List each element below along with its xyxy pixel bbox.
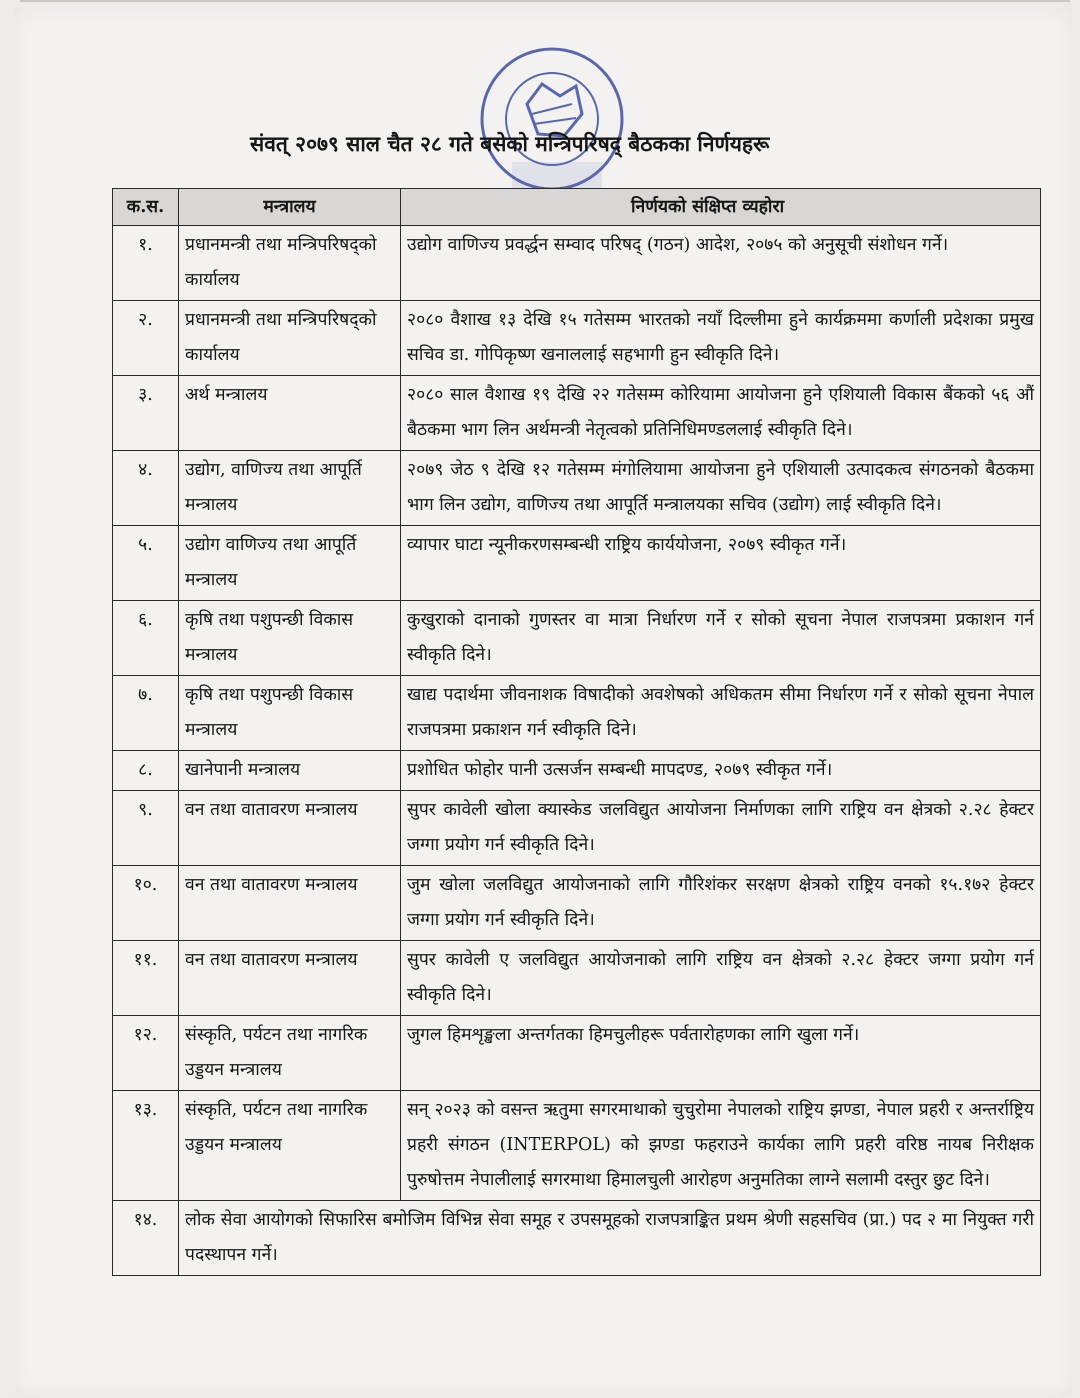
table-row [113, 301, 1041, 376]
row-serial: ७. [113, 676, 179, 751]
table-header-row [113, 189, 1041, 226]
row-serial: १४. [113, 1201, 179, 1276]
row-ministry: वन तथा वातावरण मन्त्रालय [179, 941, 401, 1016]
row-serial: ६. [113, 601, 179, 676]
table-row [113, 526, 1041, 601]
row-decision: जुम खोला जलविद्युत आयोजनाको लागि गौरिशंकर सरक्षण क्षेत्रको राष्ट्रिय वनको १५.१७२ हेक्टर जग्गा प्रयोग गर्न स्वीकृति दिने। [401, 866, 1041, 941]
page-edge-line [20, 0, 1070, 2]
table-row [113, 751, 1041, 791]
table-row [113, 791, 1041, 866]
row-ministry: संस्कृति, पर्यटन तथा नागरिक उड्डयन मन्त्रालय [179, 1091, 401, 1201]
row-ministry: उद्योग, वाणिज्य तथा आपूर्ति मन्त्रालय [179, 451, 401, 526]
row-decision: सुपर कावेली ए जलविद्युत आयोजनाको लागि राष्ट्रिय वन क्षेत्रको २.२८ हेक्टर जग्गा प्रयोग गर्न स्वीकृति दिने। [401, 941, 1041, 1016]
table-row [113, 226, 1041, 301]
row-ministry: वन तथा वातावरण मन्त्रालय [179, 866, 401, 941]
row-ministry: अर्थ मन्त्रालय [179, 376, 401, 451]
header-serial-number: क.स. [113, 189, 179, 226]
row-serial: १. [113, 226, 179, 301]
table-row [113, 941, 1041, 1016]
row-serial: २. [113, 301, 179, 376]
row-decision: व्यापार घाटा न्यूनीकरणसम्बन्धी राष्ट्रिय कार्ययोजना, २०७९ स्वीकृत गर्ने। [401, 526, 1041, 601]
row-decision: २०८० साल वैशाख १९ देखि २२ गतेसम्म कोरियामा आयोजना हुने एशियाली विकास बैंकको ५६ औं बैठकमा भाग लिन अर्थमन्त्री नेतृत्वको प्रतिनिधिमण्डललाई स्वीकृति दिने। [401, 376, 1041, 451]
row-serial: १२. [113, 1016, 179, 1091]
table-row [113, 866, 1041, 941]
row-ministry: प्रधानमन्त्री तथा मन्त्रिपरिषद्को कार्यालय [179, 226, 401, 301]
row-decision: सुपर कावेली खोला क्यास्केड जलविद्युत आयोजना निर्माणका लागि राष्ट्रिय वन क्षेत्रको २.२८ हेक्टर जग्गा प्रयोग गर्न स्वीकृति दिने। [401, 791, 1041, 866]
table-row [113, 1016, 1041, 1091]
row-serial: ८. [113, 751, 179, 791]
table-row [113, 451, 1041, 526]
row-decision: प्रशोधित फोहोर पानी उत्सर्जन सम्बन्धी मापदण्ड, २०७९ स्वीकृत गर्ने। [401, 751, 1041, 791]
page-title: संवत् २०७९ साल चैत २८ गते बसेको मन्त्रिपरिषद् बैठकका निर्णयहरू [250, 131, 770, 156]
row-serial: १०. [113, 866, 179, 941]
header-ministry: मन्त्रालय [179, 189, 401, 226]
row-serial: ९. [113, 791, 179, 866]
row-decision: सन् २०२३ को वसन्त ऋतुमा सगरमाथाको चुचुरोमा नेपालको राष्ट्रिय झण्डा, नेपाल प्रहरी र अन्तर्राष्ट्रिय प्रहरी संगठन (INTERPOL) को झण्डा फहराउने कार्यका लागि प्रहरी वरिष्ठ नायब निरीक्षक पुरुषोत्तम नेपालीलाई सगरमाथा हिमालचुली आरोहण अनुमतिका लाग्ने सलामी दस्तुर छुट दिने। [401, 1091, 1041, 1201]
row-ministry: खानेपानी मन्त्रालय [179, 751, 401, 791]
row-decision: कुखुराको दानाको गुणस्तर वा मात्रा निर्धारण गर्ने र सोको सूचना नेपाल राजपत्रमा प्रकाशन गर्न स्वीकृति दिने। [401, 601, 1041, 676]
row-ministry: कृषि तथा पशुपन्छी विकास मन्त्रालय [179, 601, 401, 676]
row-decision-full-width: लोक सेवा आयोगको सिफारिस बमोजिम विभिन्न सेवा समूह र उपसमूहको राजपत्राङ्कित प्रथम श्रेणी सहसचिव (प्रा.) पद २ मा नियुक्त गरी पदस्थापन गर्ने। [179, 1201, 1041, 1276]
row-serial: ३. [113, 376, 179, 451]
table-row [113, 1201, 1041, 1276]
table-row [113, 376, 1041, 451]
row-decision: खाद्य पदार्थमा जीवनाशक विषादीको अवशेषको अधिकतम सीमा निर्धारण गर्ने र सोको सूचना नेपाल राजपत्रमा प्रकाशन गर्न स्वीकृति दिने। [401, 676, 1041, 751]
table-row [113, 1091, 1041, 1201]
row-serial: ४. [113, 451, 179, 526]
table-row [113, 601, 1041, 676]
row-ministry: वन तथा वातावरण मन्त्रालय [179, 791, 401, 866]
row-serial: १३. [113, 1091, 179, 1201]
row-serial: ५. [113, 526, 179, 601]
row-ministry: उद्योग वाणिज्य तथा आपूर्ति मन्त्रालय [179, 526, 401, 601]
header-decision: निर्णयको संक्षिप्त व्यहोरा [401, 189, 1041, 226]
row-serial: ११. [113, 941, 179, 1016]
row-decision: जुगल हिमशृङ्खला अन्तर्गतका हिमचुलीहरू पर्वतारोहणका लागि खुला गर्ने। [401, 1016, 1041, 1091]
decisions-table [112, 188, 1041, 1276]
row-ministry: संस्कृति, पर्यटन तथा नागरिक उड्डयन मन्त्रालय [179, 1016, 401, 1091]
row-decision: उद्योग वाणिज्य प्रवर्द्धन सम्वाद परिषद् (गठन) आदेश, २०७५ को अनुसूची संशोधन गर्ने। [401, 226, 1041, 301]
row-ministry: कृषि तथा पशुपन्छी विकास मन्त्रालय [179, 676, 401, 751]
row-decision: २०८० वैशाख १३ देखि १५ गतेसम्म भारतको नयाँ दिल्लीमा हुने कार्यक्रममा कर्णाली प्रदेशका प्रमुख सचिव डा. गोपिकृष्ण खनाललाई सहभागी हुन स्वीकृति दिने। [401, 301, 1041, 376]
row-ministry: प्रधानमन्त्री तथा मन्त्रिपरिषद्को कार्यालय [179, 301, 401, 376]
row-decision: २०७९ जेठ ९ देखि १२ गतेसम्म मंगोलियामा आयोजना हुने एशियाली उत्पादकत्व संगठनको बैठकमा भाग लिन उद्योग, वाणिज्य तथा आपूर्ति मन्त्रालयका सचिव (उद्योग) लाई स्वीकृति दिने। [401, 451, 1041, 526]
table-row [113, 676, 1041, 751]
